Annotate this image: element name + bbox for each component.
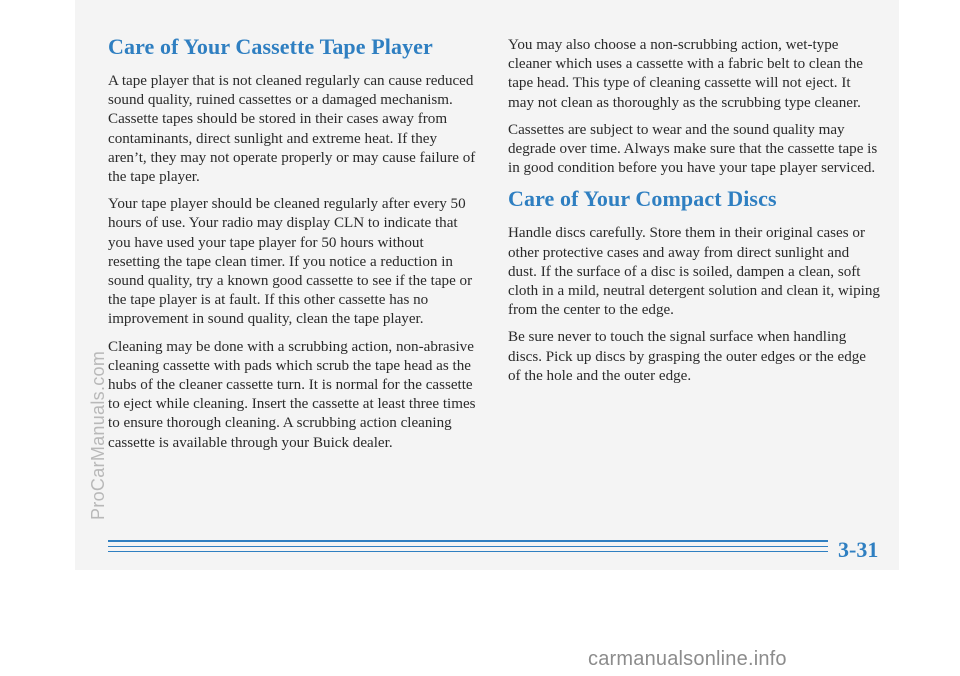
paragraph: Handle discs carefully. Store them in their original cases or other protective cases and away from direct sunlight and dust. If the surface of a disc is soiled, dampen a clean, soft cloth in a mild, neutral detergent solution and clean it, wiping from the center to the edge.	[508, 225, 880, 319]
page-number: 3-31	[838, 537, 879, 562]
paragraph: You may also choose a non-scrubbing action, wet-type cleaner which uses a cassette with a fabric belt to clean the tape head. This type of cleaning cassette will not eject. It may not clean as thoroughly as the scrubbing type cleaner.	[508, 37, 863, 111]
watermark-text: ProCarManuals.com	[88, 350, 108, 520]
footer-rule-thin	[108, 551, 828, 552]
paragraph: Cleaning may be done with a scrubbing action, non-abrasive cleaning cassette with pads which scrub the tape head as the hubs of the cleaner cassette turn. It is normal for the cassette to eject while cleaning. Insert the cassette at least three times to ensure thorough cleaning. A scrubbing action cleaning cassette is available through your Buick dealer.	[108, 338, 476, 451]
section-heading-compact-discs: Care of Your Compact Discs	[508, 186, 777, 212]
right-column	[508, 36, 880, 394]
footer-rule-thin	[108, 546, 828, 547]
paragraph: Be sure never to touch the signal surface when handling discs. Pick up discs by grasping the outer edges or the edge of the hole and the outer edge.	[508, 329, 866, 384]
paragraph: Cassettes are subject to wear and the sound quality may degrade over time. Always make sure that the cassette tape is in good condition before you have your tape player serviced.	[508, 121, 878, 177]
section-heading-cassette: Care of Your Cassette Tape Player	[108, 34, 433, 59]
footer-rule	[108, 540, 828, 542]
paragraph: Your tape player should be cleaned regularly after every 50 hours of use. Your radio may display CLN to indicate that you have used your tape player for 50 hours without resetting the tape clean timer. If you notice a reduction in sound quality, try a known good cassette to see if the tape or the tape player is at fault. If this other cassette has no improvement in sound quality, clean the tape player.	[108, 196, 473, 328]
site-logo-text[interactable]: carmanualsonline.info	[588, 648, 787, 670]
left-column	[108, 34, 478, 461]
paragraph: A tape player that is not cleaned regularly can cause reduced sound quality, ruined cassettes or a damaged mechanism. Cassette tapes should be stored in their cases away from contaminants, direct sunlight and extreme heat. If they aren’t, they may not operate properly or may cause failure of the tape player.	[108, 73, 476, 186]
